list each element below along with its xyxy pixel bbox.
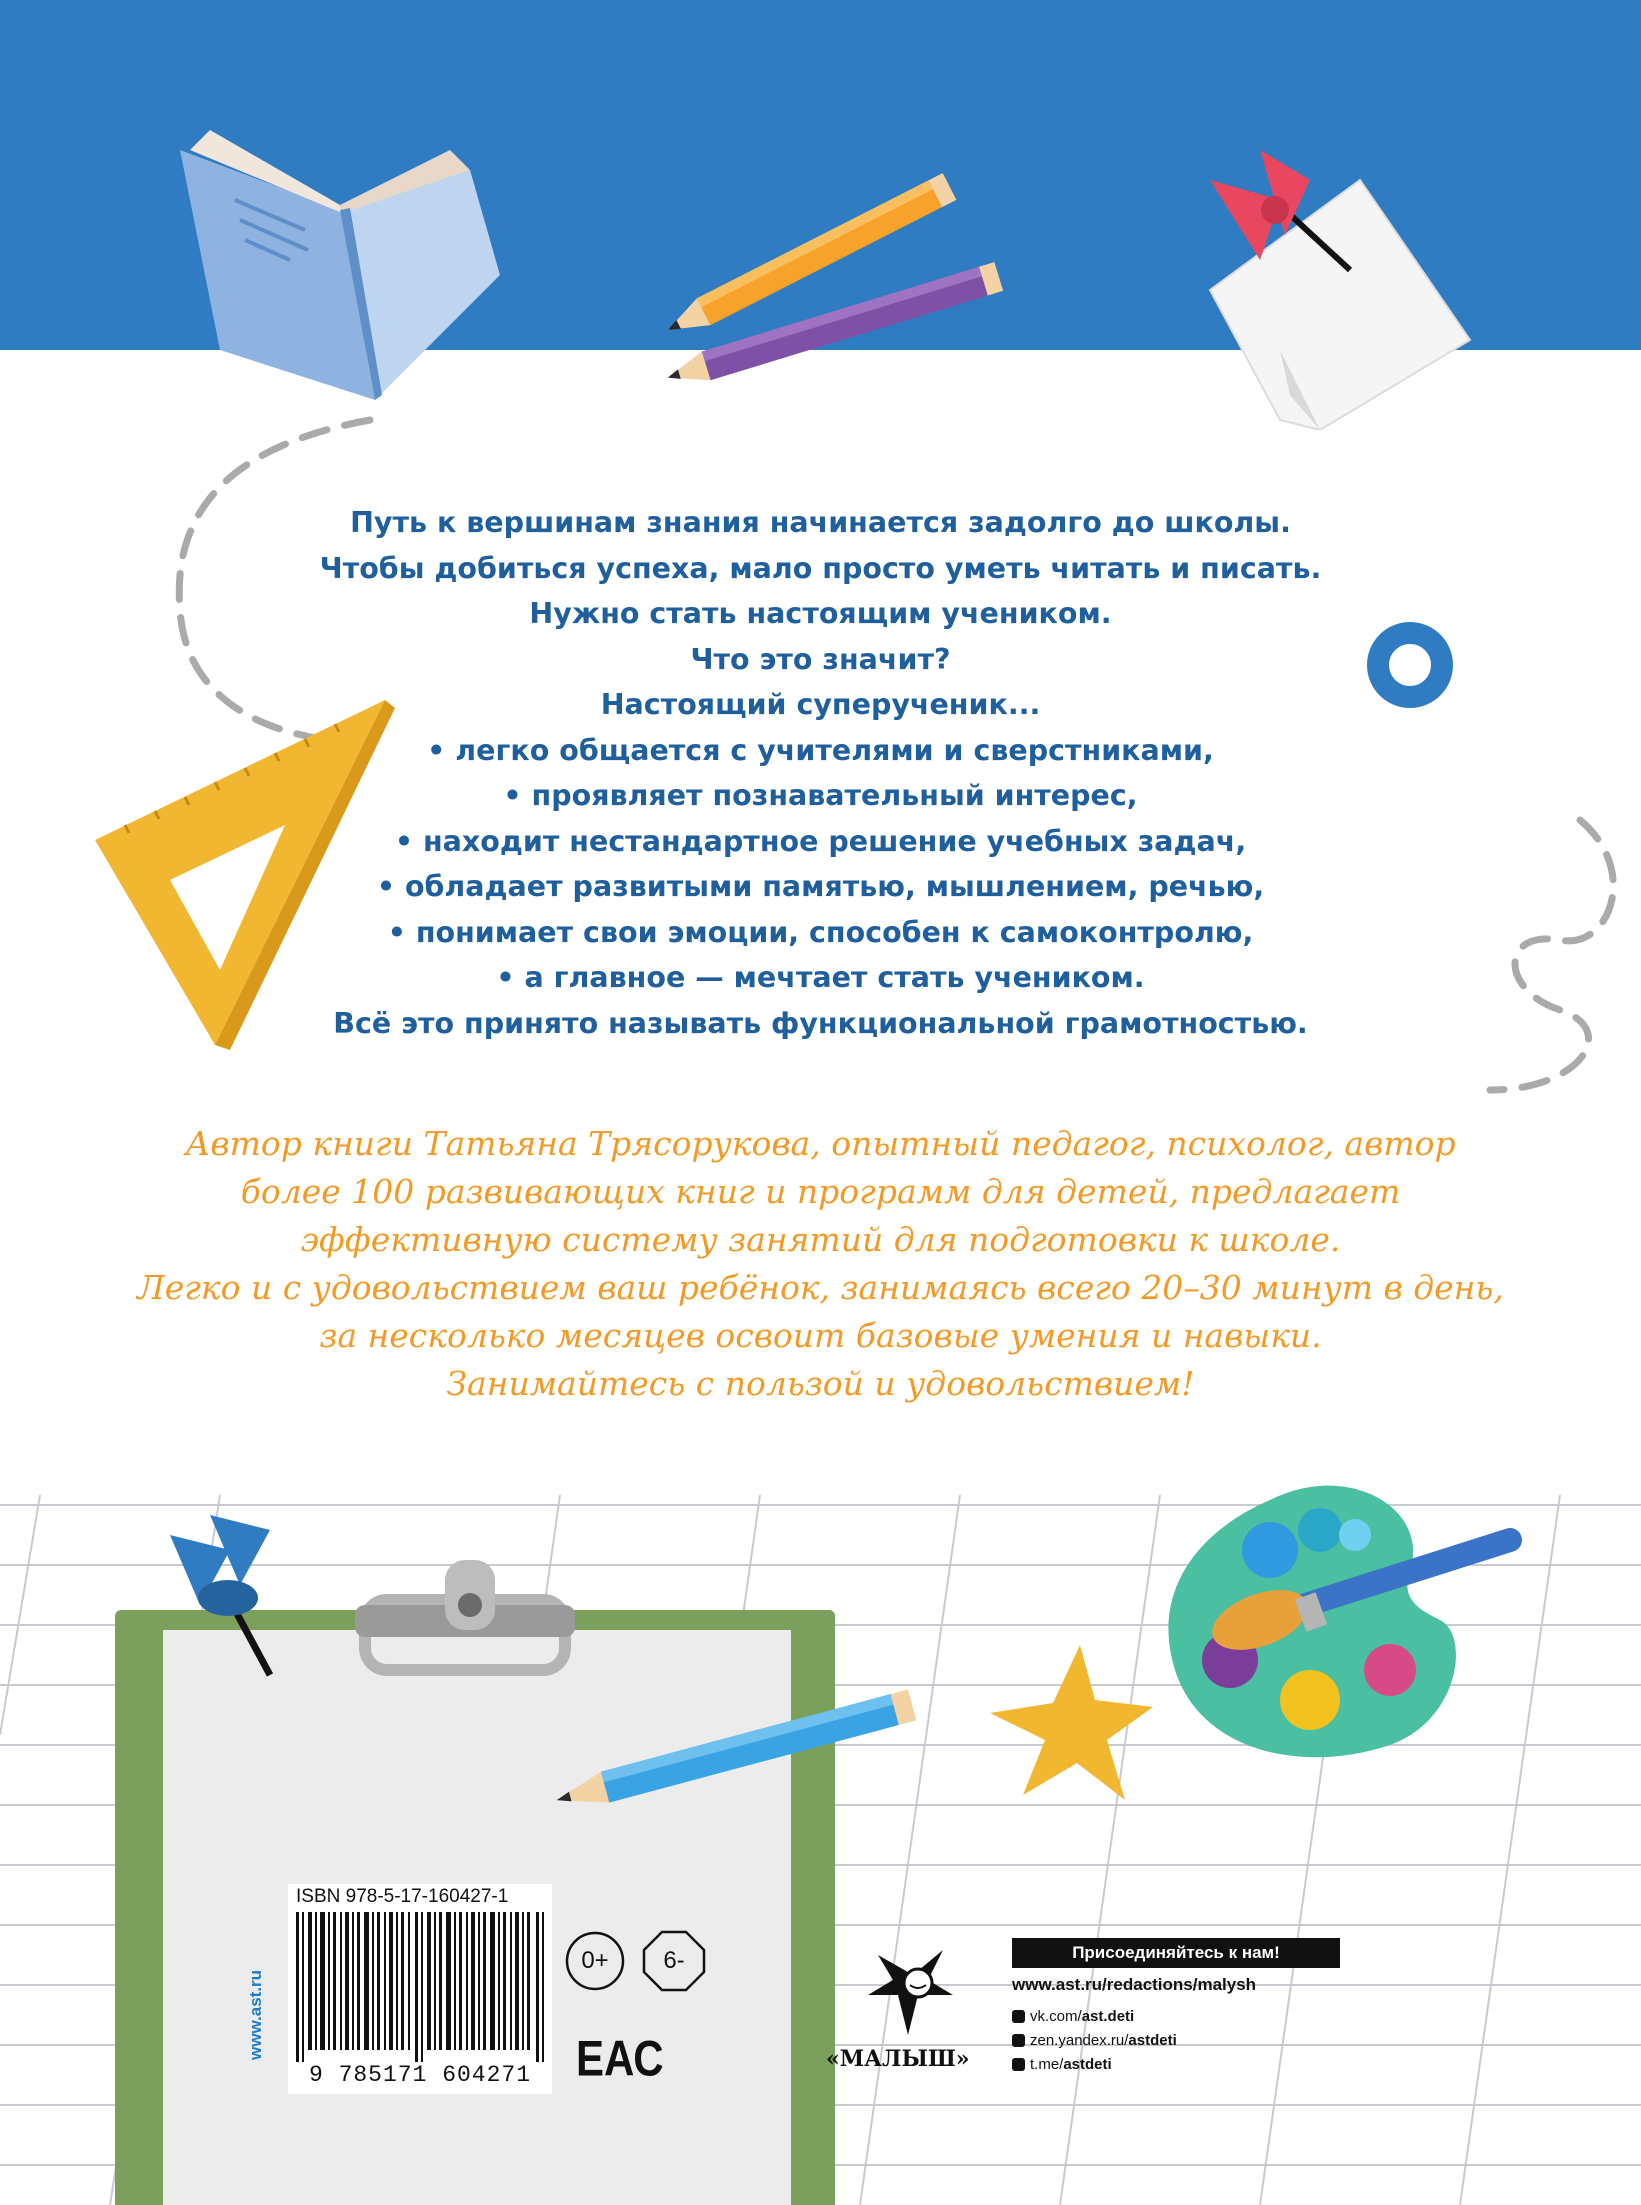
- website-vertical: www.ast.ru: [246, 1969, 265, 2060]
- publisher-logo-icon: [858, 1935, 968, 2045]
- author-line: Легко и с удовольствием ваш ребёнок, занимаясь всего 20–30 минут в день,: [137, 1268, 1504, 1307]
- intro-text: [0, 500, 1641, 1046]
- social-link-zen[interactable]: zen.yandex.ru/astdeti: [1012, 2030, 1177, 2052]
- publisher-logo: «МАЛЫШ»: [826, 2046, 970, 2072]
- intro-bullet: • а главное — мечтает стать учеником.: [496, 961, 1145, 994]
- purple-pencil-icon: [660, 255, 1020, 395]
- intro-line: Нужно стать настоящим учеником.: [529, 597, 1112, 630]
- intro-line: Что это значит?: [690, 642, 951, 676]
- intro-bullet: • понимает свои эмоции, способен к самоконтролю,: [387, 915, 1254, 949]
- blue-pushpin-icon: [160, 1510, 300, 1680]
- isbn-barcode-block: [288, 1884, 552, 2094]
- isbn-label: ISBN 978-5-17-160427-1: [296, 1886, 509, 1907]
- social-link-telegram[interactable]: t.me/astdeti: [1012, 2054, 1112, 2076]
- pushpin-note-icon: [1190, 140, 1490, 430]
- author-line: Занимайтесь с пользой и удовольствием!: [446, 1364, 1195, 1403]
- open-book-icon: [170, 110, 510, 410]
- intro-line: Всё это принято называть функциональной грамотностью.: [333, 1006, 1308, 1040]
- paint-palette-icon: [1160, 1470, 1540, 1770]
- author-line: более 100 развивающих книг и программ для детей, предлагает: [240, 1172, 1401, 1211]
- zen-icon: [1012, 2034, 1025, 2047]
- age-rating-6: 6-: [663, 1947, 685, 1974]
- vk-icon: [1012, 2010, 1025, 2023]
- intro-line: Настоящий суперученик...: [600, 688, 1041, 721]
- eac-mark: ЕАС: [576, 2030, 664, 2087]
- barcode-icon: [296, 1912, 546, 2062]
- author-line: эффективную систему занятий для подготовки к школе.: [300, 1220, 1341, 1259]
- author-text: [0, 1120, 1641, 1408]
- intro-bullet: • находит нестандартное решение учебных задач,: [394, 824, 1247, 858]
- publisher-url[interactable]: www.ast.ru/redactions/malysh: [1012, 1975, 1257, 1994]
- blue-pencil-icon: [540, 1660, 940, 1840]
- intro-bullet: • обладает развитыми памятью, мышлением, речью,: [376, 870, 1265, 903]
- intro-line: Чтобы добиться успеха, мало просто уметь читать и писать.: [319, 551, 1322, 585]
- barcode-digits: 9 785171 604271: [308, 2062, 532, 2088]
- intro-bullet: • легко общается с учителями и сверстниками,: [427, 733, 1214, 767]
- intro-line: Путь к вершинам знания начинается задолго до школы.: [350, 506, 1291, 539]
- author-line: Автор книги Татьяна Трясорукова, опытный педагог, психолог, автор: [185, 1124, 1456, 1163]
- author-line: за несколько месяцев освоит базовые умения и навыки.: [319, 1316, 1322, 1355]
- join-us-banner: Присоединяйтесь к нам!: [1012, 1938, 1340, 1968]
- telegram-icon: [1012, 2058, 1025, 2071]
- age-rating-0plus: 0+: [581, 1947, 609, 1974]
- intro-bullet: • проявляет познавательный интерес,: [503, 779, 1138, 812]
- star-icon: [985, 1645, 1155, 1805]
- social-link-vk[interactable]: vk.com/ast.deti: [1012, 2006, 1134, 2028]
